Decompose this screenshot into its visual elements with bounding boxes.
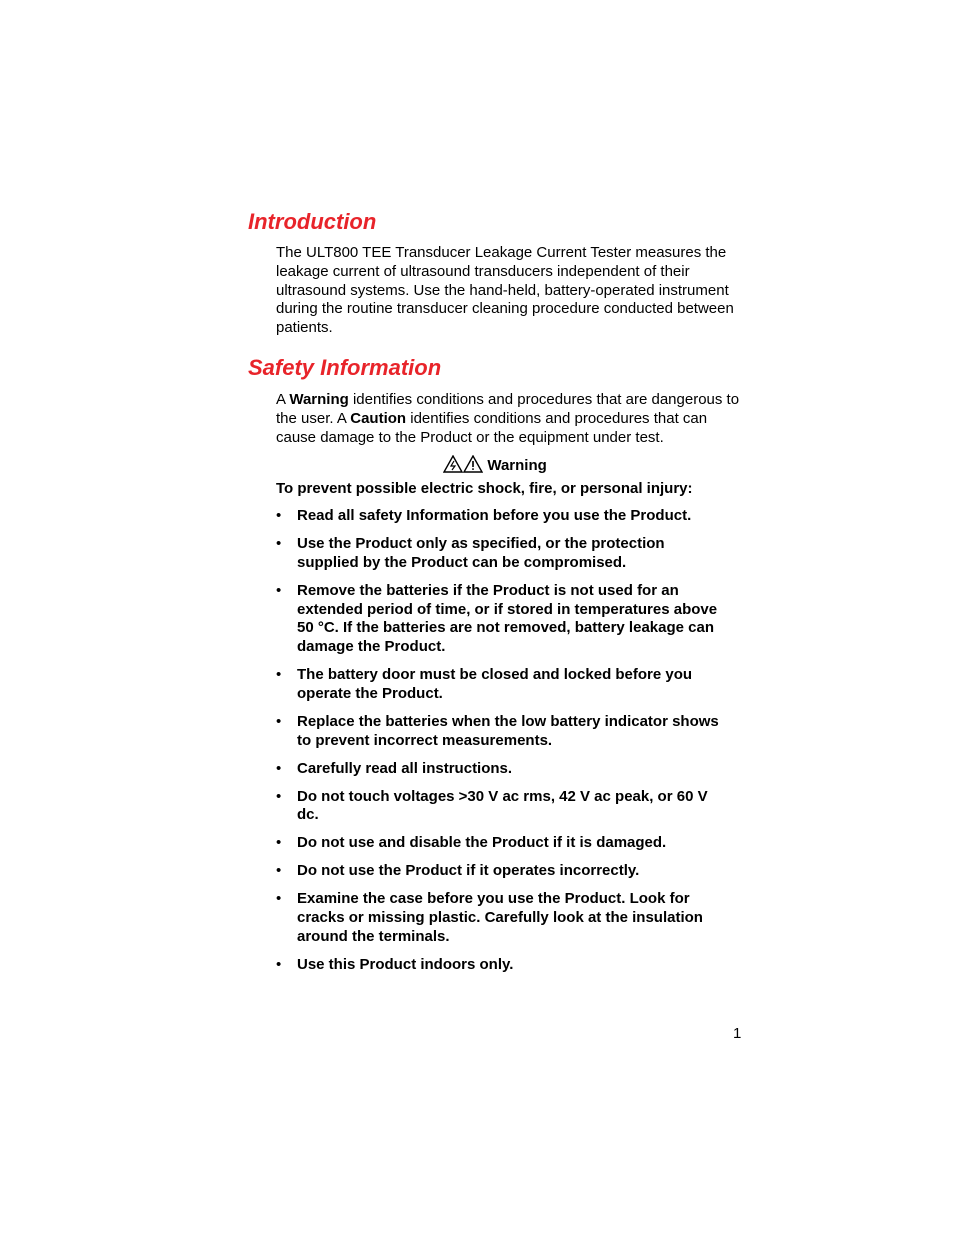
list-item-text: Remove the batteries if the Product is not used for an extended period of time, or if stored in temperatures above 50 °C. If the batteries are not removed, battery leakage can damage the Product.	[297, 581, 718, 656]
list-item	[276, 760, 726, 779]
safety-text-a: A	[276, 391, 290, 408]
list-item-text: Replace the batteries when the low battery indicator shows to prevent incorrect measurements.	[297, 712, 719, 749]
safety-information-heading: Safety Information	[248, 355, 442, 380]
bullet-dot: •	[276, 956, 282, 974]
bullet-dot: •	[276, 712, 282, 730]
bullet-dot: •	[276, 862, 282, 880]
list-item	[276, 713, 726, 751]
page-number: 1	[733, 1025, 742, 1042]
list-item-text: Read all safety Information before you use the Product.	[297, 507, 692, 524]
introduction-paragraph: The ULT800 TEE Transducer Leakage Current Tester measures the leakage current of ultrasound transducers independent of their ultrasound systems. Use the hand-held, battery-operated instrument during the routine transducer cleaning procedure conducted between patients.	[276, 244, 734, 337]
caution-term: Caution	[350, 409, 407, 427]
bullet-dot: •	[276, 890, 282, 908]
list-item-text: Use this Product indoors only.	[297, 956, 514, 974]
list-item-text: Examine the case before you use the Product. Look for cracks or missing plastic. Carefully look at the insulation around the terminals.	[297, 890, 703, 946]
list-item-text: Carefully read all instructions.	[297, 759, 513, 777]
safety-text-end: identifies conditions and procedures that can cause damage to the Product or the equipment under test.	[276, 409, 708, 446]
safety-information-paragraph	[276, 391, 746, 447]
warning-intro: To prevent possible electric shock, fire, or personal injury:	[276, 480, 693, 497]
list-item	[276, 582, 726, 657]
safety-text-mid: identifies conditions and procedures that are dangerous to the user. A	[276, 391, 740, 427]
warning-list	[276, 507, 726, 984]
bullet-dot: •	[276, 534, 282, 552]
hazard-triangle-icon	[443, 455, 463, 473]
bullet-dot: •	[276, 759, 282, 777]
warning-heading-label: Warning	[487, 457, 547, 474]
bullet-dot: •	[276, 787, 282, 805]
list-item-text: Do not touch voltages >30 V ac rms, 42 V ac peak, or 60 V dc.	[297, 787, 708, 824]
list-item	[276, 834, 726, 853]
list-item-text: Use the Product only as specified, or the protection supplied by the Product can be compromised.	[297, 534, 665, 571]
bullet-dot: •	[276, 666, 282, 684]
warning-heading	[276, 455, 714, 476]
introduction-heading: Introduction	[248, 209, 377, 234]
list-item-text: The battery door must be closed and locked before you operate the Product.	[297, 666, 693, 702]
bullet-dot: •	[276, 834, 282, 852]
warning-triangle-icon	[463, 455, 483, 473]
bullet-dot: •	[276, 507, 282, 524]
list-item-text: Do not use the Product if it operates incorrectly.	[297, 862, 640, 880]
list-item	[276, 788, 726, 826]
bullet-dot: •	[276, 581, 282, 599]
list-item	[276, 862, 726, 881]
list-item	[276, 535, 726, 573]
warning-term: Warning	[289, 391, 349, 408]
list-item	[276, 666, 726, 704]
list-item-text: Do not use and disable the Product if it is damaged.	[297, 834, 667, 852]
list-item	[276, 890, 726, 946]
list-item	[276, 956, 726, 975]
list-item	[276, 507, 726, 526]
